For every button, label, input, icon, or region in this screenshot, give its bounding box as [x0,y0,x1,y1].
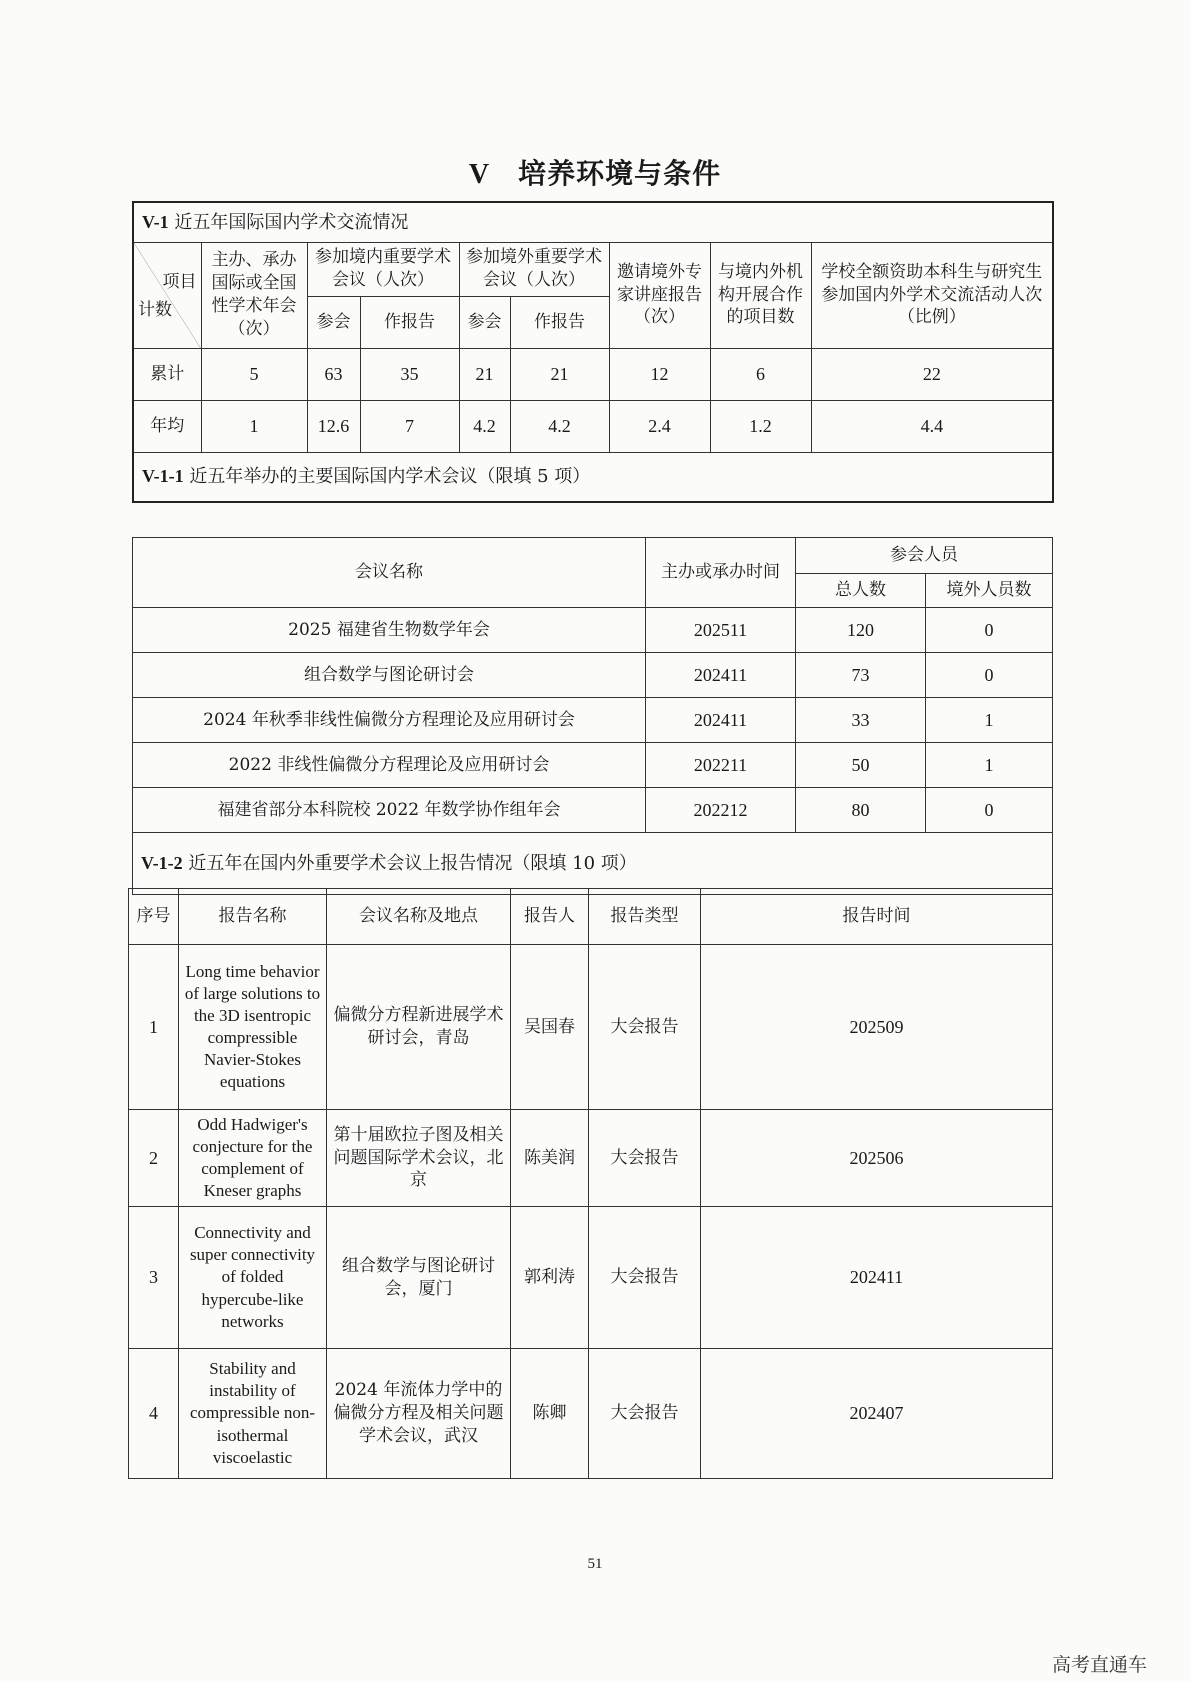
conference-reports-table [128,888,1053,1479]
row-label: 年均 [133,400,201,452]
watermark: 高考直通车 [1052,1654,1148,1676]
report-type: 大会报告 [589,1207,701,1349]
cell: 202211 [646,743,796,788]
report-type: 大会报告 [589,1349,701,1479]
sub-report-foreign: 作报告 [510,296,609,348]
hosted-conferences-table [132,537,1053,895]
cell: 3 [129,1207,179,1349]
cell: 21 [459,348,510,400]
cell: 0 [926,653,1053,698]
cell: 120 [796,608,926,653]
table-row [129,1349,1053,1479]
col-report-time-header: 报告时间 [701,889,1053,945]
report-type: 大会报告 [589,1110,701,1207]
report-title: Long time behavior of large solutions to the 3D isentropic compressible Navier-Stokes equations [179,945,327,1110]
col-conf-location-header: 会议名称及地点 [327,889,511,945]
col-invited-header: 邀请境外专家讲座报告（次） [609,242,710,348]
report-time: 202506 [701,1110,1053,1207]
table-row [133,698,1053,743]
cell: 202212 [646,788,796,833]
cell: 2.4 [609,400,710,452]
col-people-header: 参会人员 [796,538,1053,574]
conference-name: 2025 福建省生物数学年会 [133,608,646,653]
section-roman: V [468,159,491,190]
sub-attend-foreign: 参会 [459,296,510,348]
cell: 4 [129,1349,179,1479]
cell: 1 [926,743,1053,788]
corner-top-right-label: 项目 [162,271,197,292]
cell: 7 [360,400,459,452]
cell: 12 [609,348,710,400]
col-report-title-header: 报告名称 [179,889,327,945]
table-row [129,945,1053,1110]
reporter: 陈卿 [511,1349,589,1479]
col-no-header: 序号 [129,889,179,945]
col-host-time-header: 主办或承办时间 [646,538,796,608]
col-report-type-header: 报告类型 [589,889,701,945]
cell: 33 [796,698,926,743]
cell: 6 [710,348,811,400]
cell: 4.2 [459,400,510,452]
v1-heading: V-1 近五年国际国内学术交流情况 [133,202,1053,242]
report-title: Stability and instability of compressible non-isothermal viscoelastic [179,1349,327,1479]
table-row [133,608,1053,653]
col-foreign-header: 参加境外重要学术会议（人次） [459,242,609,296]
report-title: Connectivity and super connectivity of folded hypercube-like networks [179,1207,327,1349]
cell: 202411 [646,698,796,743]
sub-attend-domestic: 参会 [307,296,360,348]
table-row [133,743,1053,788]
col-host-header: 主办、承办国际或全国性学术年会（次） [201,242,307,348]
row-label: 累计 [133,348,201,400]
section-title: 培养环境与条件 [518,157,722,190]
cell: 22 [811,348,1053,400]
page-number: 51 [587,1556,603,1572]
v12-heading: V-1-2 近五年在国内外重要学术会议上报告情况（限填 10 项） [133,833,1053,895]
sub-report-domestic: 作报告 [360,296,459,348]
col-domestic-header: 参加境内重要学术会议（人次） [307,242,459,296]
conference-name: 2024 年秋季非线性偏微分方程理论及应用研讨会 [133,698,646,743]
cell: 4.2 [510,400,609,452]
col-foreign-count-header: 境外人员数 [926,574,1053,608]
cell: 0 [926,608,1053,653]
conference-location: 组合数学与图论研讨会，厦门 [327,1207,511,1349]
table-row [133,788,1053,833]
report-title: Odd Hadwiger's conjecture for the complement of Kneser graphs [179,1110,327,1207]
report-time: 202407 [701,1349,1053,1479]
table-row [133,348,1053,400]
cell: 202511 [646,608,796,653]
cell: 63 [307,348,360,400]
corner-bottom-left-label: 计数 [138,299,172,320]
col-total-header: 总人数 [796,574,926,608]
col-conf-name-header: 会议名称 [133,538,646,608]
report-time: 202509 [701,945,1053,1110]
cell: 1 [201,400,307,452]
cell: 12.6 [307,400,360,452]
cell: 1 [129,945,179,1110]
cell: 35 [360,348,459,400]
conference-name: 组合数学与图论研讨会 [133,653,646,698]
table-row [133,400,1053,452]
conference-name: 福建省部分本科院校 2022 年数学协作组年会 [133,788,646,833]
cell: 21 [510,348,609,400]
page-title [0,152,1190,192]
reporter: 陈美润 [511,1110,589,1207]
corner-cell [133,242,201,348]
v11-heading: V-1-1 近五年举办的主要国际国内学术会议（限填 5 项） [133,452,1053,502]
table-row [129,1207,1053,1349]
cell: 80 [796,788,926,833]
col-funded-header: 学校全额资助本科生与研究生参加国内外学术交流活动人次（比例） [811,242,1053,348]
cell: 0 [926,788,1053,833]
conference-location: 偏微分方程新进展学术研讨会，青岛 [327,945,511,1110]
reporter: 郭利涛 [511,1207,589,1349]
table-row [129,1110,1053,1207]
table-row [133,653,1053,698]
cell: 5 [201,348,307,400]
conference-location: 第十届欧拉子图及相关问题国际学术会议，北京 [327,1110,511,1207]
conference-location: 2024 年流体力学中的偏微分方程及相关问题学术会议，武汉 [327,1349,511,1479]
cell: 73 [796,653,926,698]
conference-name: 2022 非线性偏微分方程理论及应用研讨会 [133,743,646,788]
cell: 4.4 [811,400,1053,452]
academic-exchange-table [132,201,1054,503]
col-reporter-header: 报告人 [511,889,589,945]
col-coop-header: 与境内外机构开展合作的项目数 [710,242,811,348]
cell: 1.2 [710,400,811,452]
cell: 1 [926,698,1053,743]
reporter: 吴国春 [511,945,589,1110]
cell: 2 [129,1110,179,1207]
cell: 202411 [646,653,796,698]
report-type: 大会报告 [589,945,701,1110]
report-time: 202411 [701,1207,1053,1349]
cell: 50 [796,743,926,788]
